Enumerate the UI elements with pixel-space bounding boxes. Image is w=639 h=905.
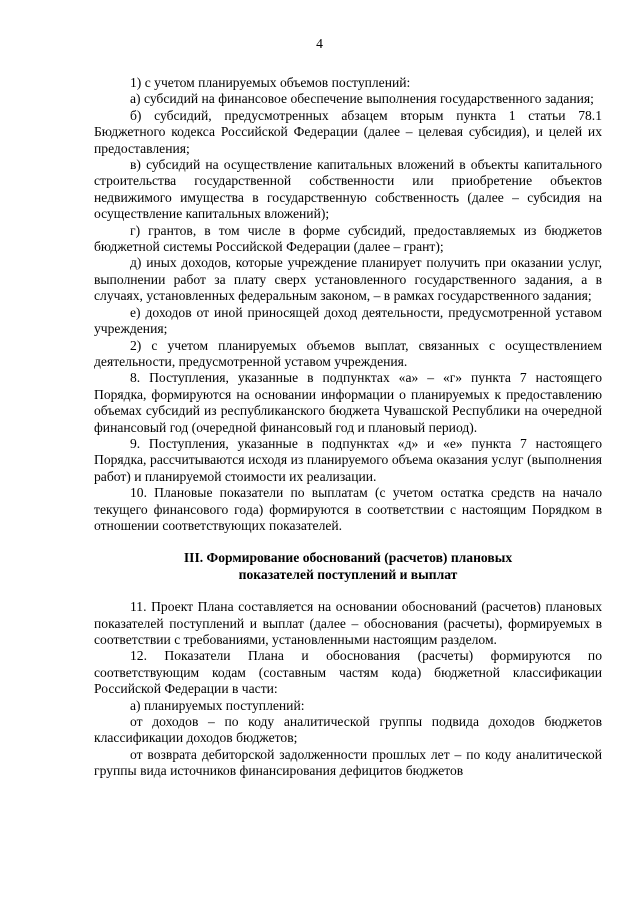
paragraph: 10. Плановые показатели по выплатам (с учетом остатка средств на начало текущего финансового года) формируются в соответствии с настоящим Порядком в отношении соответствующих показателей. [94, 485, 602, 533]
paragraph: 1) с учетом планируемых объемов поступлений: [130, 75, 411, 90]
paragraph: 12. Показатели Плана и обоснования (расчеты) формируются по соответствующим кодам (составным частям кода) бюджетной классификации Российской Федерации в части: [94, 648, 602, 697]
document-body [94, 75, 602, 780]
paragraph: д) иных доходов, которые учреждение планирует получить при оказании услуг, выполнении работ за плату сверх установленного государственного задания, а в случаях, установленных федеральным законом, – в рамках государственного задания; [94, 255, 602, 304]
paragraph: г) грантов, в том числе в форме субсидий, предоставляемых из бюджетов бюджетной системы Российской Федерации (далее – грант); [94, 222, 602, 255]
paragraph: от доходов – по коду аналитической группы подвида доходов бюджетов классификации доходов бюджетов; [94, 714, 602, 746]
spacer [94, 583, 602, 599]
section-heading-line-1: III. Формирование обоснований (расчетов) плановых [183, 550, 513, 566]
paragraph: 8. Поступления, указанные в подпунктах «а» – «г» пункта 7 настоящего Порядка, формируются на основании информации о планируемых к предоставлению объемах субсидий из республиканского бюджета Чувашской Республики на очередной финансовый год (очередной финансовый год и плановый период). [94, 370, 602, 435]
paragraph: 2) с учетом планируемых объемов выплат, связанных с осуществлением деятельности, предусмотренной уставом учреждения. [94, 337, 602, 369]
paragraph: в) субсидий на осуществление капитальных вложений в объекты капитального строительства государственной собственности или приобретение объектов недвижимого имущества в государственную собственность (далее – субсидия на осуществление капитальных вложений); [94, 157, 602, 222]
paragraph: б) субсидий, предусмотренных абзацем вторым пункта 1 статьи 78.1 Бюджетного кодекса Российской Федерации (далее – целевая субсидия), и целей их предоставления; [94, 107, 602, 156]
section-heading-line-2: показателей поступлений и выплат [238, 566, 458, 582]
paragraph: 9. Поступления, указанные в подпунктах «д» и «е» пункта 7 настоящего Порядка, рассчитываются исходя из планируемого объема оказания услуг (выполнения работ) и планируемой стоимости их реализации. [94, 435, 602, 484]
page-number: 4 [316, 36, 323, 51]
spacer [94, 534, 602, 550]
paragraph: 11. Проект Плана составляется на основании обоснований (расчетов) плановых показателей поступлений и выплат (далее – обоснования (расчеты), формируемых в соответствии с требованиями, установленными настоящим разделом. [94, 599, 602, 647]
paragraph: а) субсидий на финансовое обеспечение выполнения государственного задания; [130, 91, 594, 107]
paragraph: от возврата дебиторской задолженности прошлых лет – по коду аналитической группы вида источников финансирования дефицитов бюджетов [94, 746, 602, 779]
paragraph: е) доходов от иной приносящей доход деятельности, предусмотренной уставом учреждения; [94, 304, 602, 337]
paragraph: а) планируемых поступлений: [130, 697, 305, 713]
